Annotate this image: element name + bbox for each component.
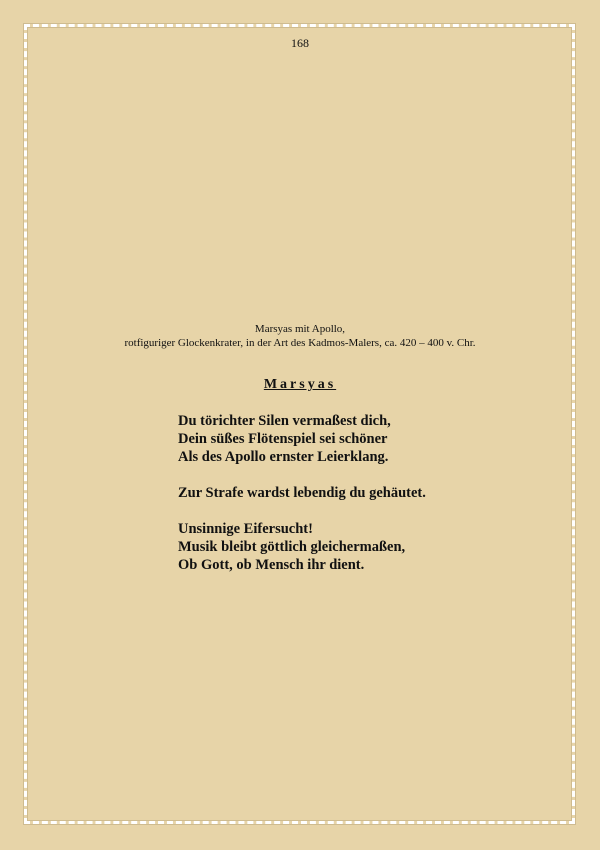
poem-line: Musik bleibt göttlich gleichermaßen, [178,539,406,555]
poem-line: Ob Gott, ob Mensch ihr dient. [178,557,365,573]
poem-body [178,412,558,592]
poem-line: Unsinnige Eifersucht! [178,521,313,537]
caption-line-2: rotfiguriger Glockenkrater, in der Art des Kadmos-Malers, ca. 420 – 400 v. Chr. [124,337,476,349]
poem-stanza-2 [178,484,558,502]
page-number: 168 [291,36,309,50]
poem-line: Dein süßes Flötenspiel sei schöner [178,431,388,447]
poem-stanza-1 [178,412,558,466]
caption-line-1: Marsyas mit Apollo, [254,323,346,335]
poem-line: Du törichter Silen vermaßest dich, [178,413,391,429]
poem-line: Zur Strafe wardst lebendig du gehäutet. [178,485,426,501]
poem-line: Als des Apollo ernster Leierklang. [178,449,389,465]
image-caption [0,322,600,350]
poem-title: Marsyas [263,377,337,392]
poem-stanza-3 [178,520,558,574]
